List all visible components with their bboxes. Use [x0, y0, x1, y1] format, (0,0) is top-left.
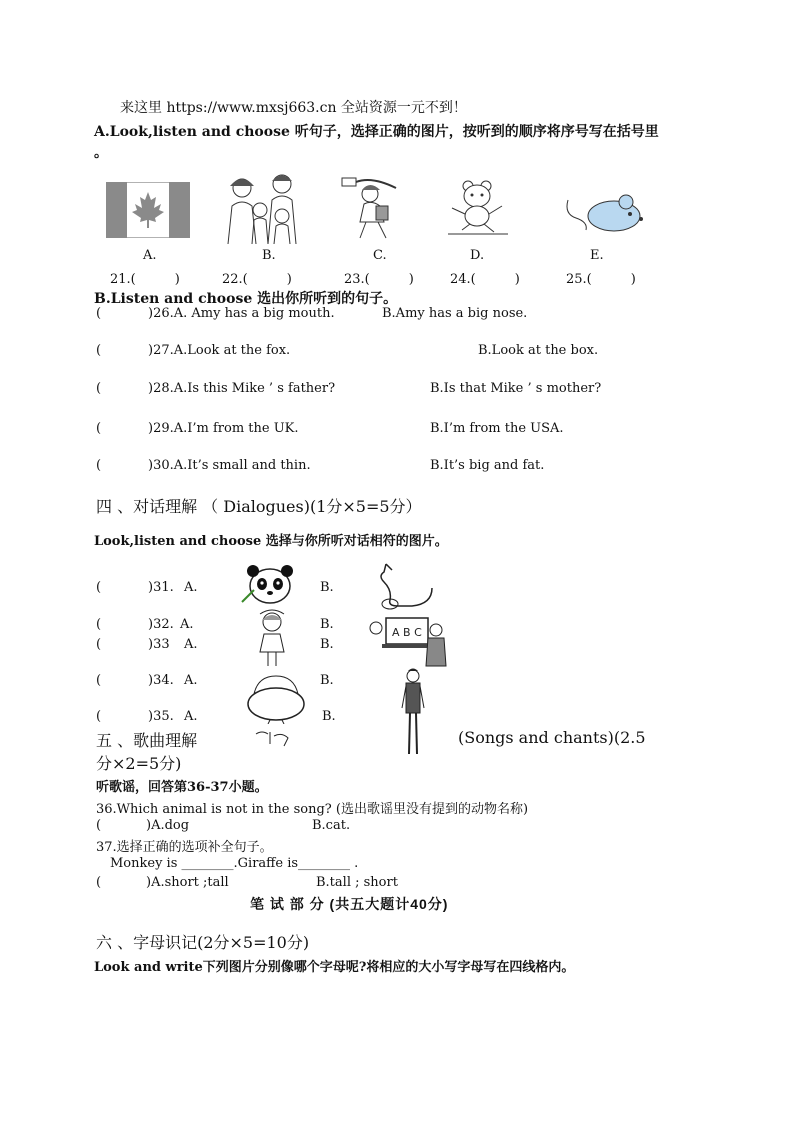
question-36-option-b: B.cat. — [312, 818, 351, 833]
question-28-option-a: )28.A.Is this Mike ’ s father? — [148, 381, 336, 396]
small-animal-icon — [254, 728, 294, 750]
question-33-option-b: B. — [320, 637, 334, 652]
question-36-paren[interactable]: ( — [96, 818, 102, 833]
section-5-instruction: 听歌谣，回答第36-37小题。 — [96, 780, 268, 795]
question-37-option-b: B.tall ; short — [316, 875, 398, 890]
girl-walking-icon — [338, 176, 400, 242]
answer-blank-21[interactable]: 21.( ) — [110, 272, 180, 287]
canada-flag-icon — [106, 182, 190, 238]
picture-label-d: D. — [470, 248, 485, 263]
picture-label-a: A. — [143, 248, 157, 263]
section-5-title-cont: 分×2=5分) — [96, 754, 182, 773]
section-6-instruction: Look and write下列图片分别像哪个字母呢?将相应的大小写字母写在四线格内。 — [94, 960, 575, 975]
family-icon — [224, 172, 304, 244]
kangaroo-icon — [372, 560, 436, 612]
question-32-option-a: A. — [180, 617, 194, 632]
question-33-option-a: A. — [184, 637, 198, 652]
written-part-heading: 笔 试 部 分 (共五大题计40分) — [250, 896, 449, 912]
svg-text:A B C: A B C — [392, 626, 422, 639]
mouse-icon — [562, 192, 644, 236]
picture-label-b: B. — [262, 248, 276, 263]
promo-line: 来这里 https://www.mxsj663.cn 全站资源一元不到！ — [120, 100, 467, 116]
picture-label-e: E. — [590, 248, 604, 263]
question-35-option-a: A. — [184, 709, 198, 724]
question-33-paren[interactable]: ( — [96, 637, 102, 652]
section-6-title: 六 、字母识记(2分×5=10分) — [96, 933, 310, 952]
question-34-paren[interactable]: ( — [96, 673, 102, 688]
question-28-option-b: B.Is that Mike ’ s mother? — [430, 381, 602, 396]
question-27-option-b: B.Look at the box. — [478, 343, 599, 358]
part-a-instruction: A.Look,listen and choose 听句子，选择正确的图片，按听到的顺序将序号写在括号里 — [94, 124, 659, 140]
question-32-paren[interactable]: ( — [96, 617, 102, 632]
question-35-option-b: B. — [322, 709, 336, 724]
question-30-option-b: B.It’s big and fat. — [430, 458, 545, 473]
bear-jumping-icon — [444, 178, 512, 236]
question-34-option-a: A. — [184, 673, 198, 688]
question-32-number: )32. — [148, 617, 174, 632]
tall-man-icon — [398, 668, 428, 760]
question-26-option-b: B.Amy has a big nose. — [382, 306, 528, 321]
part-b-instruction: B.Listen and choose 选出你所听到的句子。 — [94, 291, 398, 307]
question-30-paren[interactable]: ( — [96, 458, 102, 473]
question-26-paren[interactable]: ( — [96, 306, 102, 321]
panda-icon — [240, 562, 300, 606]
question-30-option-a: )30.A.It’s small and thin. — [148, 458, 311, 473]
question-31-paren[interactable]: ( — [96, 580, 102, 595]
question-37-sentence: Monkey is ________.Giraffe is________ . — [110, 856, 359, 871]
question-29-option-b: B.I’m from the USA. — [430, 421, 564, 436]
question-27-paren[interactable]: ( — [96, 343, 102, 358]
question-29-option-a: )29.A.I’m from the UK. — [148, 421, 299, 436]
section-5-title-right: (Songs and chants)(2.5 — [458, 728, 646, 747]
section-4-title: 四 、对话理解 （ Dialogues)(1分×5=5分） — [96, 497, 422, 516]
question-36-text: 36.Which animal is not in the song? (选出歌谣里没有提到的动物名称) — [96, 802, 529, 817]
picture-label-c: C. — [373, 248, 387, 263]
answer-blank-24[interactable]: 24.( ) — [450, 272, 520, 287]
question-37-option-a: )A.short ;tall — [146, 875, 229, 890]
doll-icon — [250, 608, 294, 668]
question-31-option-a: A. — [184, 580, 198, 595]
question-35-paren[interactable]: ( — [96, 709, 102, 724]
question-32-option-b: B. — [320, 617, 334, 632]
question-37-text: 37.选择正确的选项补全句子。 — [96, 840, 273, 855]
question-37-paren[interactable]: ( — [96, 875, 102, 890]
question-33-number: )33 — [148, 637, 170, 652]
fat-girl-icon — [244, 672, 308, 724]
teacher-blackboard-icon — [366, 614, 448, 672]
question-34-number: )34. — [148, 673, 174, 688]
question-34-option-b: B. — [320, 673, 334, 688]
section-4-instruction: Look,listen and choose 选择与你所听对话相符的图片。 — [94, 534, 448, 549]
question-29-paren[interactable]: ( — [96, 421, 102, 436]
question-35-number: )35. — [148, 709, 174, 724]
question-36-option-a: )A.dog — [146, 818, 190, 833]
answer-blank-25[interactable]: 25.( ) — [566, 272, 636, 287]
section-5-title-left: 五 、歌曲理解 — [96, 731, 198, 750]
question-31-option-b: B. — [320, 580, 334, 595]
answer-blank-23[interactable]: 23.( ) — [344, 272, 414, 287]
question-27-option-a: )27.A.Look at the fox. — [148, 343, 291, 358]
part-a-instruction-tail: 。 — [94, 145, 108, 161]
question-28-paren[interactable]: ( — [96, 381, 102, 396]
question-31-number: )31. — [148, 580, 174, 595]
answer-blank-22[interactable]: 22.( ) — [222, 272, 292, 287]
question-26-option-a: )26.A. Amy has a big mouth. — [148, 306, 335, 321]
